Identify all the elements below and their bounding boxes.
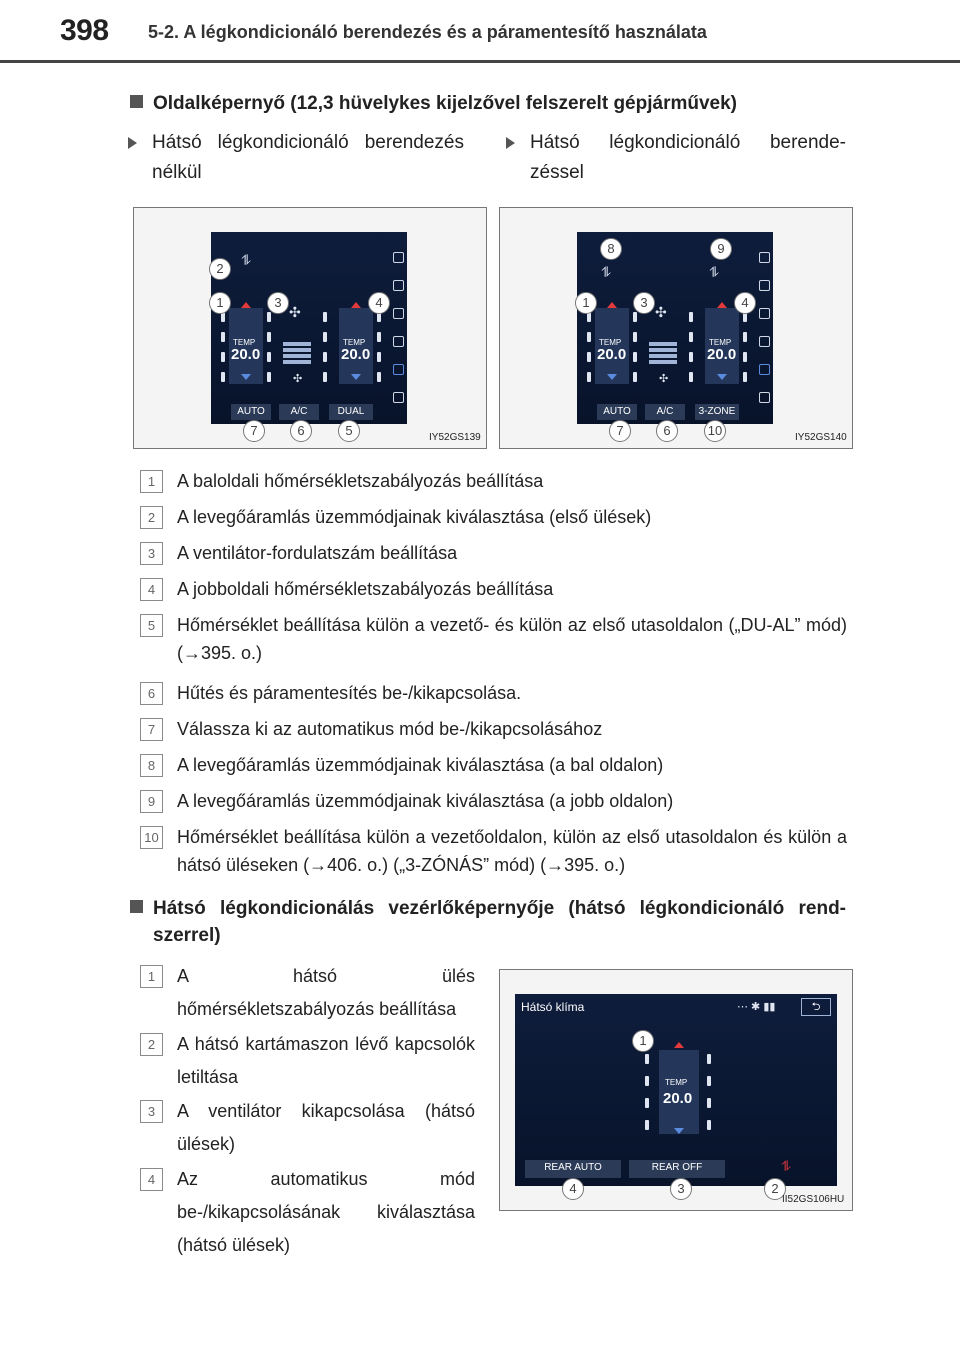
image-icon [759, 336, 770, 347]
fan-level-bar [283, 360, 311, 364]
level-segment [587, 372, 591, 382]
rear-climate-screen [515, 994, 837, 1186]
level-segment [221, 372, 225, 382]
subheading-left-line2: nélkül [152, 162, 202, 183]
temp-down-icon[interactable] [674, 1128, 684, 1134]
list-item: Hűtés és páramentesítés be-/kikapcsolása. [177, 683, 522, 703]
level-segment [633, 312, 637, 322]
temp-up-right-icon [717, 302, 727, 308]
auto-button[interactable]: AUTO [231, 404, 271, 420]
level-segment [377, 332, 381, 342]
music-icon [759, 280, 770, 291]
subheading-right-line1: Hátsó légkondicionáló berende- [530, 132, 846, 153]
list-item: A ventilátor-fordulatszám beállítása [177, 543, 458, 563]
level-segment [743, 352, 747, 362]
list-item: A ventilátor kikapcsolása (hátsó ülések) [177, 1101, 475, 1154]
list-item: Hőmérséklet beállítása külön a vezető- és külön az első utasoldalon („DU-AL” mód) (→395. o.) [177, 615, 847, 663]
image-icon [393, 336, 404, 347]
airflow-left-icon: ⥮ [601, 264, 612, 280]
phone-icon [759, 308, 770, 319]
item-number: 10 [140, 826, 163, 849]
ac-button[interactable]: A/C [279, 404, 319, 420]
level-segment [267, 332, 271, 342]
level-segment [267, 312, 271, 322]
subheading-right [530, 128, 846, 188]
level-segment [377, 352, 381, 362]
callout: 6 [656, 420, 678, 442]
auto-button[interactable]: AUTO [597, 404, 637, 420]
figure-code: IY52GS139 [429, 432, 481, 443]
back-icon[interactable]: ⮌ [801, 998, 831, 1016]
list-item: A hátsó ülés hőmérsékletszabályozás beállítása [177, 966, 475, 1019]
callout: 2 [209, 258, 231, 280]
subheading-right-line2: zéssel [530, 162, 584, 183]
section2-title-line1: Hátsó légkondicionálás vezérlőképernyője (hátsó légkondicionáló rend- [153, 898, 846, 919]
power-icon [393, 252, 404, 263]
square-bullet-icon [130, 95, 143, 108]
page-number: 398 [60, 14, 109, 47]
list-item: Hőmérséklet beállítása külön a vezetőoldalon, külön az első utasoldalon és külön a hátsó üléseken (→406. o.) („3-ZÓNÁS” mód) (→395. o.) [177, 827, 847, 875]
temp-label: TEMP [665, 1078, 688, 1087]
list-item: A baloldali hőmérsékletszabályozás beállítása [177, 471, 544, 491]
level-segment [689, 372, 693, 382]
fan-level-bar [283, 348, 311, 352]
callout: 4 [368, 292, 390, 314]
temp-value: 20.0 [663, 1090, 693, 1107]
item-number: 3 [140, 1100, 163, 1123]
level-segment [323, 312, 327, 322]
fan-icon: ✣ [289, 304, 301, 320]
level-segment [645, 1076, 649, 1086]
fan-level-bar [649, 348, 677, 352]
chapter-title: 5-2. A légkondicionáló berendezés és a páramentesítő használata [148, 22, 707, 42]
item-number: 2 [140, 506, 163, 529]
item-number: 2 [140, 1033, 163, 1056]
list-item: A levegőáramlás üzemmódjainak kiválasztása (a jobb oldalon) [177, 791, 674, 811]
level-segment [221, 332, 225, 342]
callout: 1 [632, 1030, 654, 1052]
level-segment [323, 352, 327, 362]
list-item: Az automatikus mód be-/kikapcsolásának kiválasztása (hátsó ülések) [177, 1169, 475, 1255]
subheading-left [152, 128, 464, 188]
climate-screen-2 [577, 232, 773, 424]
callout: 1 [575, 292, 597, 314]
temp-up-right-icon [351, 302, 361, 308]
climate-screen-1 [211, 232, 407, 424]
level-segment [633, 332, 637, 342]
fan-level-bar [649, 360, 677, 364]
item-number: 1 [140, 965, 163, 988]
level-segment [221, 352, 225, 362]
level-segment [689, 352, 693, 362]
callout: 3 [670, 1178, 692, 1200]
level-segment [633, 352, 637, 362]
fan-level-bar [283, 342, 311, 346]
level-segment [587, 332, 591, 342]
fan-icon: ✣ [655, 304, 667, 320]
fan-level-bar [283, 354, 311, 358]
callout: 4 [562, 1178, 584, 1200]
temp-down-left-icon [607, 374, 617, 380]
callout: 5 [338, 420, 360, 442]
screen-title: Hátsó klíma [521, 1000, 585, 1014]
callout: 7 [609, 420, 631, 442]
lock-armrest-icon[interactable]: ⥮ [781, 1158, 792, 1174]
temp-down-right-icon [717, 374, 727, 380]
level-segment [645, 1098, 649, 1108]
fan-low-icon: ✣ [293, 373, 303, 385]
dual-button[interactable]: DUAL [329, 404, 373, 420]
temp-label-left: TEMP [599, 338, 622, 347]
item-number: 5 [140, 614, 163, 637]
item-number: 4 [140, 578, 163, 601]
three-zone-button[interactable]: 3-ZONE [695, 404, 739, 420]
level-segment [267, 352, 271, 362]
temp-value-left: 20.0 [597, 346, 627, 363]
level-segment [707, 1054, 711, 1064]
temp-value-left: 20.0 [231, 346, 261, 363]
callout: 9 [710, 238, 732, 260]
callout: 3 [633, 292, 655, 314]
level-segment [323, 372, 327, 382]
level-segment [743, 332, 747, 342]
temp-label-right: TEMP [709, 338, 732, 347]
header-rule [0, 60, 960, 63]
item-number: 9 [140, 790, 163, 813]
figure-2 [499, 207, 853, 449]
airflow-mode-icon: ⥮ [241, 252, 252, 268]
section2-title-line2: szerrel) [153, 925, 221, 946]
list-item: A hátsó kartámaszon lévő kapcsolók letiltása [177, 1034, 475, 1087]
airflow-right-icon: ⥮ [709, 264, 720, 280]
item-number: 6 [140, 682, 163, 705]
music-icon [393, 280, 404, 291]
level-segment [645, 1054, 649, 1064]
square-bullet-icon [130, 900, 143, 913]
section-heading-1 [130, 90, 737, 117]
callout: 1 [209, 292, 231, 314]
figure-1 [133, 207, 487, 449]
temp-up-left-icon [607, 302, 617, 308]
item-number: 4 [140, 1168, 163, 1191]
fan-level-bar [649, 354, 677, 358]
ac-button[interactable]: A/C [645, 404, 685, 420]
callout: 3 [267, 292, 289, 314]
item-number: 1 [140, 470, 163, 493]
callout: 7 [243, 420, 265, 442]
level-segment [587, 352, 591, 362]
temp-down-left-icon [241, 374, 251, 380]
phone-icon [393, 308, 404, 319]
rear-auto-button[interactable]: REAR AUTO [525, 1160, 621, 1178]
level-segment [689, 332, 693, 342]
callout: 6 [290, 420, 312, 442]
level-segment [377, 372, 381, 382]
temp-down-right-icon [351, 374, 361, 380]
figure-code: II52GS106HU [782, 1194, 845, 1205]
climate-icon [393, 364, 404, 375]
list-item: A levegőáramlás üzemmódjainak kiválasztása (a bal oldalon) [177, 755, 664, 775]
temp-value-right: 20.0 [341, 346, 371, 363]
level-segment [707, 1098, 711, 1108]
fan-low-icon: ✣ [659, 373, 669, 385]
settings-icon [759, 392, 770, 403]
callout: 4 [734, 292, 756, 314]
level-segment [743, 372, 747, 382]
callout: 10 [704, 420, 726, 442]
level-segment [707, 1120, 711, 1130]
temp-value-right: 20.0 [707, 346, 737, 363]
power-icon [759, 252, 770, 263]
figure-code: IY52GS140 [795, 432, 847, 443]
list-item: Válassza ki az automatikus mód be-/kikapcsolásához [177, 719, 603, 739]
section-title: Oldalképernyő (12,3 hüvelykes kijelzővel felszerelt gépjárművek) [153, 93, 737, 114]
figure-3 [499, 969, 853, 1211]
section-heading-2 [130, 895, 846, 949]
temp-label-right: TEMP [343, 338, 366, 347]
rear-off-button[interactable]: REAR OFF [629, 1160, 725, 1178]
item-number: 8 [140, 754, 163, 777]
temp-up-icon[interactable] [674, 1042, 684, 1048]
climate-icon [759, 364, 770, 375]
fan-level-bar [649, 342, 677, 346]
item-number: 7 [140, 718, 163, 741]
level-segment [323, 332, 327, 342]
status-icons: ⋯ ✱ ▮▮ [737, 1001, 776, 1013]
level-segment [633, 372, 637, 382]
triangle-bullet-icon [506, 137, 515, 149]
temp-label-left: TEMP [233, 338, 256, 347]
callout: 8 [600, 238, 622, 260]
triangle-bullet-icon [128, 137, 137, 149]
settings-icon [393, 392, 404, 403]
level-segment [645, 1120, 649, 1130]
level-segment [707, 1076, 711, 1086]
temp-up-left-icon [241, 302, 251, 308]
list-item: A levegőáramlás üzemmódjainak kiválasztása (első ülések) [177, 507, 652, 527]
level-segment [267, 372, 271, 382]
list-item: A jobboldali hőmérsékletszabályozás beállítása [177, 579, 554, 599]
callout: 2 [764, 1178, 786, 1200]
item-number: 3 [140, 542, 163, 565]
subheading-left-line1: Hátsó légkondicionáló berendezés [152, 132, 464, 153]
level-segment [689, 312, 693, 322]
